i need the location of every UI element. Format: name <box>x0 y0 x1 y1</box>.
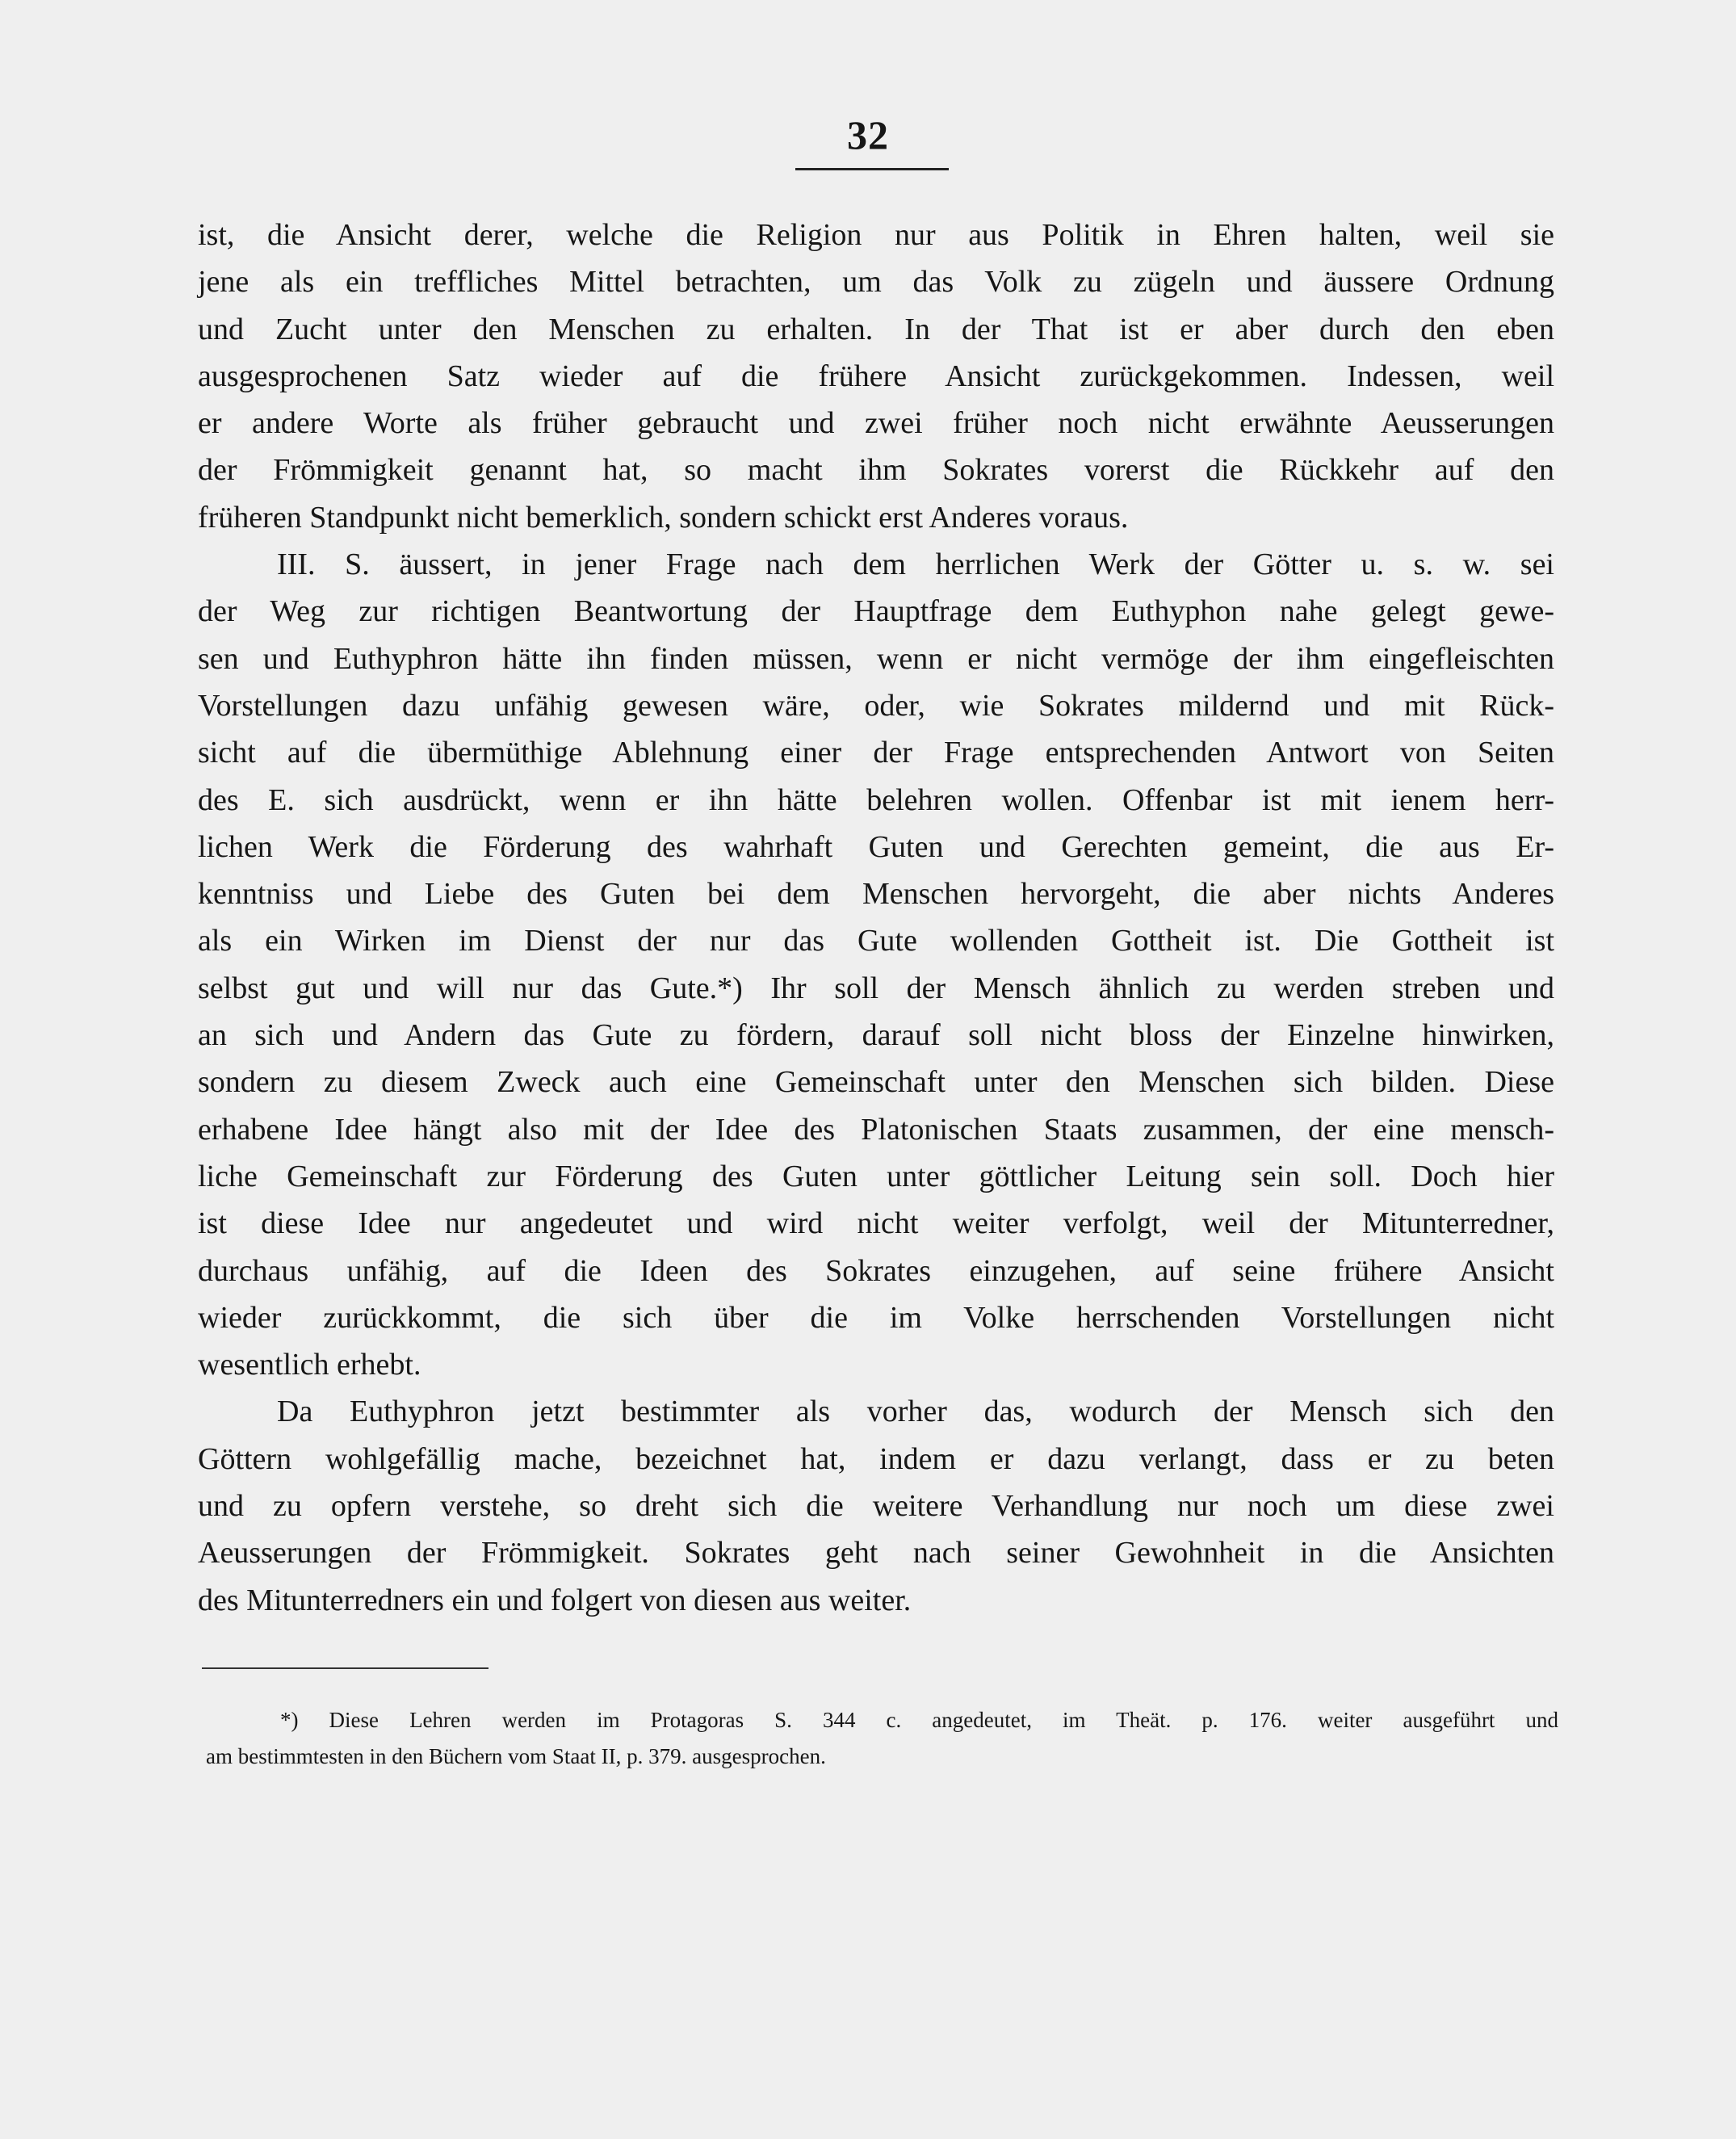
text-line: und zu opfern verstehe, so dreht sich die weitere Verhandlung nur noch um diese zwei <box>198 1489 1554 1524</box>
body-text <box>198 212 1554 1624</box>
text-line: Vorstellungen dazu unfähig gewesen wäre, oder, wie Sokrates mildernd und mit Rück- <box>198 688 1554 723</box>
footnote-line: am bestimmtesten in den Büchern vom Staat II, p. 379. ausgesprochen. <box>206 1744 826 1768</box>
text-line: liche Gemeinschaft zur Förderung des Guten unter göttlicher Leitung sein soll. Doch hier <box>198 1159 1554 1193</box>
footnote-line: *) Diese Lehren werden im Protagoras S. 344 c. angedeutet, im Theät. p. 176. weiter ausgeführt und <box>280 1708 1558 1732</box>
text-line: sen und Euthyphron hätte ihn finden müssen, wenn er nicht vermöge der ihm eingefleischten <box>198 641 1554 676</box>
text-line: Göttern wohlgefällig mache, bezeichnet hat, indem er dazu verlangt, dass er zu beten <box>198 1441 1554 1476</box>
text-line: des Mitunterredners ein und folgert von diesen aus weiter. <box>198 1583 912 1617</box>
text-line: lichen Werk die Förderung des wahrhaft Guten und Gerechten gemeint, die aus Er- <box>198 829 1554 864</box>
text-line: des E. sich ausdrückt, wenn er ihn hätte belehren wollen. Offenbar ist mit ienem herr- <box>198 782 1554 817</box>
text-line: ist diese Idee nur angedeutet und wird nicht weiter verfolgt, weil der Mitunterredner, <box>198 1206 1554 1241</box>
text-line: ist, die Ansicht derer, welche die Religion nur aus Politik in Ehren halten, weil sie <box>198 218 1554 252</box>
text-line: an sich und Andern das Gute zu fördern, darauf soll nicht bloss der Einzelne hinwirken, <box>198 1018 1554 1053</box>
footnote <box>206 1702 1558 1775</box>
text-line: selbst gut und will nur das Gute.*) Ihr soll der Mensch ähnlich zu werden streben und <box>198 971 1554 1005</box>
text-line: er andere Worte als früher gebraucht und zwei früher noch nicht erwähnte Aeusserungen <box>198 406 1554 441</box>
text-line: der Frömmigkeit genannt hat, so macht ihm Sokrates vorerst die Rückkehr auf den <box>198 453 1554 488</box>
footnote-rule <box>202 1667 489 1669</box>
text-line: III. S. äussert, in jener Frage nach dem herrlichen Werk der Götter u. s. w. sei <box>277 547 1554 582</box>
text-line: ausgesprochenen Satz wieder auf die frühere Ansicht zurückgekommen. Indessen, weil <box>198 359 1554 393</box>
text-line: kenntniss und Liebe des Guten bei dem Menschen hervorgeht, die aber nichts Anderes <box>198 877 1554 912</box>
text-line: sicht auf die übermüthige Ablehnung einer der Frage entsprechenden Antwort von Seiten <box>198 736 1554 770</box>
text-line: jene als ein treffliches Mittel betrachten, um das Volk zu zügeln und äussere Ordnung <box>198 265 1554 300</box>
text-line: durchaus unfähig, auf die Ideen des Sokrates einzugehen, auf seine frühere Ansicht <box>198 1253 1554 1288</box>
text-line: wieder zurückkommt, die sich über die im Volke herrschenden Vorstellungen nicht <box>198 1300 1554 1335</box>
text-line: der Weg zur richtigen Beantwortung der Hauptfrage dem Euthyphon nahe gelegt gewe- <box>198 594 1554 629</box>
text-line: sondern zu diesem Zweck auch eine Gemeinschaft unter den Menschen sich bilden. Diese <box>198 1065 1554 1100</box>
text-line: Aeusserungen der Frömmigkeit. Sokrates geht nach seiner Gewohnheit in die Ansichten <box>198 1536 1554 1571</box>
text-line: und Zucht unter den Menschen zu erhalten. In der That ist er aber durch den eben <box>198 312 1554 346</box>
text-line: erhabene Idee hängt also mit der Idee des Platonischen Staats zusammen, der eine mensch- <box>198 1112 1554 1147</box>
header-rule <box>795 168 949 170</box>
page-number: 32 <box>847 112 889 157</box>
text-line: wesentlich erhebt. <box>198 1348 421 1382</box>
text-line: als ein Wirken im Dienst der nur das Gute wollenden Gottheit ist. Die Gottheit ist <box>198 924 1554 958</box>
text-line: früheren Standpunkt nicht bemerklich, sondern schickt erst Anderes voraus. <box>198 500 1129 535</box>
text-line: Da Euthyphron jetzt bestimmter als vorher das, wodurch der Mensch sich den <box>277 1395 1554 1429</box>
